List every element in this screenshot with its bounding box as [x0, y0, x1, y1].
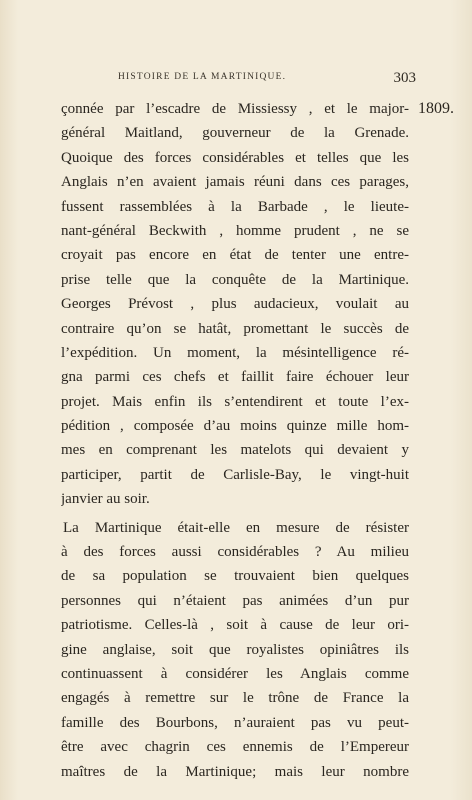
text-line: Anglais n’en avaient jamais réuni dans ces parages,	[61, 174, 409, 191]
text-line: projet. Mais enfin ils s’entendirent et toute l’ex-	[61, 393, 409, 410]
text-line: famille des Bourbons, n’auraient pas vu peut-	[61, 714, 409, 731]
text-line: participer, partit de Carlisle-Bay, le vingt-huit	[61, 466, 409, 483]
text-line: La Martinique était-elle en mesure de résister	[63, 519, 409, 536]
text-line: nant-général Beckwith , homme prudent , ne se	[61, 222, 409, 239]
text-line: maîtres de la Martinique; mais leur nombre	[61, 763, 409, 780]
paragraph-2	[61, 516, 409, 784]
text-line: engagés à remettre sur le trône de France la	[61, 690, 409, 707]
text-line: l’expédition. Un moment, la mésintelligence ré-	[61, 344, 409, 361]
text-line: fussent rassemblées à la Barbade , le lieute-	[61, 198, 409, 215]
body-text	[61, 97, 409, 784]
text-line: général Maitland, gouverneur de la Grenade.	[61, 125, 409, 142]
text-line: personnes qui n’étaient pas animées d’un pur	[61, 592, 409, 609]
text-line: janvier au soir.	[61, 491, 150, 508]
text-line: patriotisme. Celles-là , soit à cause de leur ori-	[61, 617, 409, 634]
text-line: contraire qu’on se hatât, promettant le succès de	[61, 320, 409, 337]
margin-year-note: 1809.	[418, 100, 454, 117]
text-line: mes en comprenant les matelots qui devaient y	[61, 442, 409, 459]
text-line: continuassent à considérer les Anglais comme	[61, 665, 409, 682]
paragraph-1	[61, 97, 409, 512]
text-line: gna parmi ces chefs et faillit faire échouer leur	[61, 369, 409, 386]
text-line: à des forces aussi considérables ? Au milieu	[61, 544, 409, 561]
text-line: Quoique des forces considérables et telles que les	[61, 149, 409, 166]
text-line: croyait pas encore en état de tenter une entre-	[61, 247, 409, 264]
text-line: gine anglaise, soit que royalistes opiniâtres ils	[61, 641, 409, 658]
text-line: pédition , composée d’au moins quinze mille hom-	[61, 418, 409, 435]
running-title: HISTOIRE DE LA MARTINIQUE.	[118, 72, 287, 82]
text-line: çonnée par l’escadre de Missiessy , et le major-	[61, 101, 409, 117]
text-line: prise telle que la conquête de la Martinique.	[61, 271, 409, 288]
text-line: être avec chagrin ces ennemis de l’Empereur	[61, 739, 409, 756]
page-number: 303	[393, 70, 416, 86]
page-header	[60, 70, 416, 88]
text-line: de sa population se trouvaient bien quelques	[61, 568, 409, 585]
text-line: Georges Prévost , plus audacieux, voulait au	[61, 296, 409, 313]
